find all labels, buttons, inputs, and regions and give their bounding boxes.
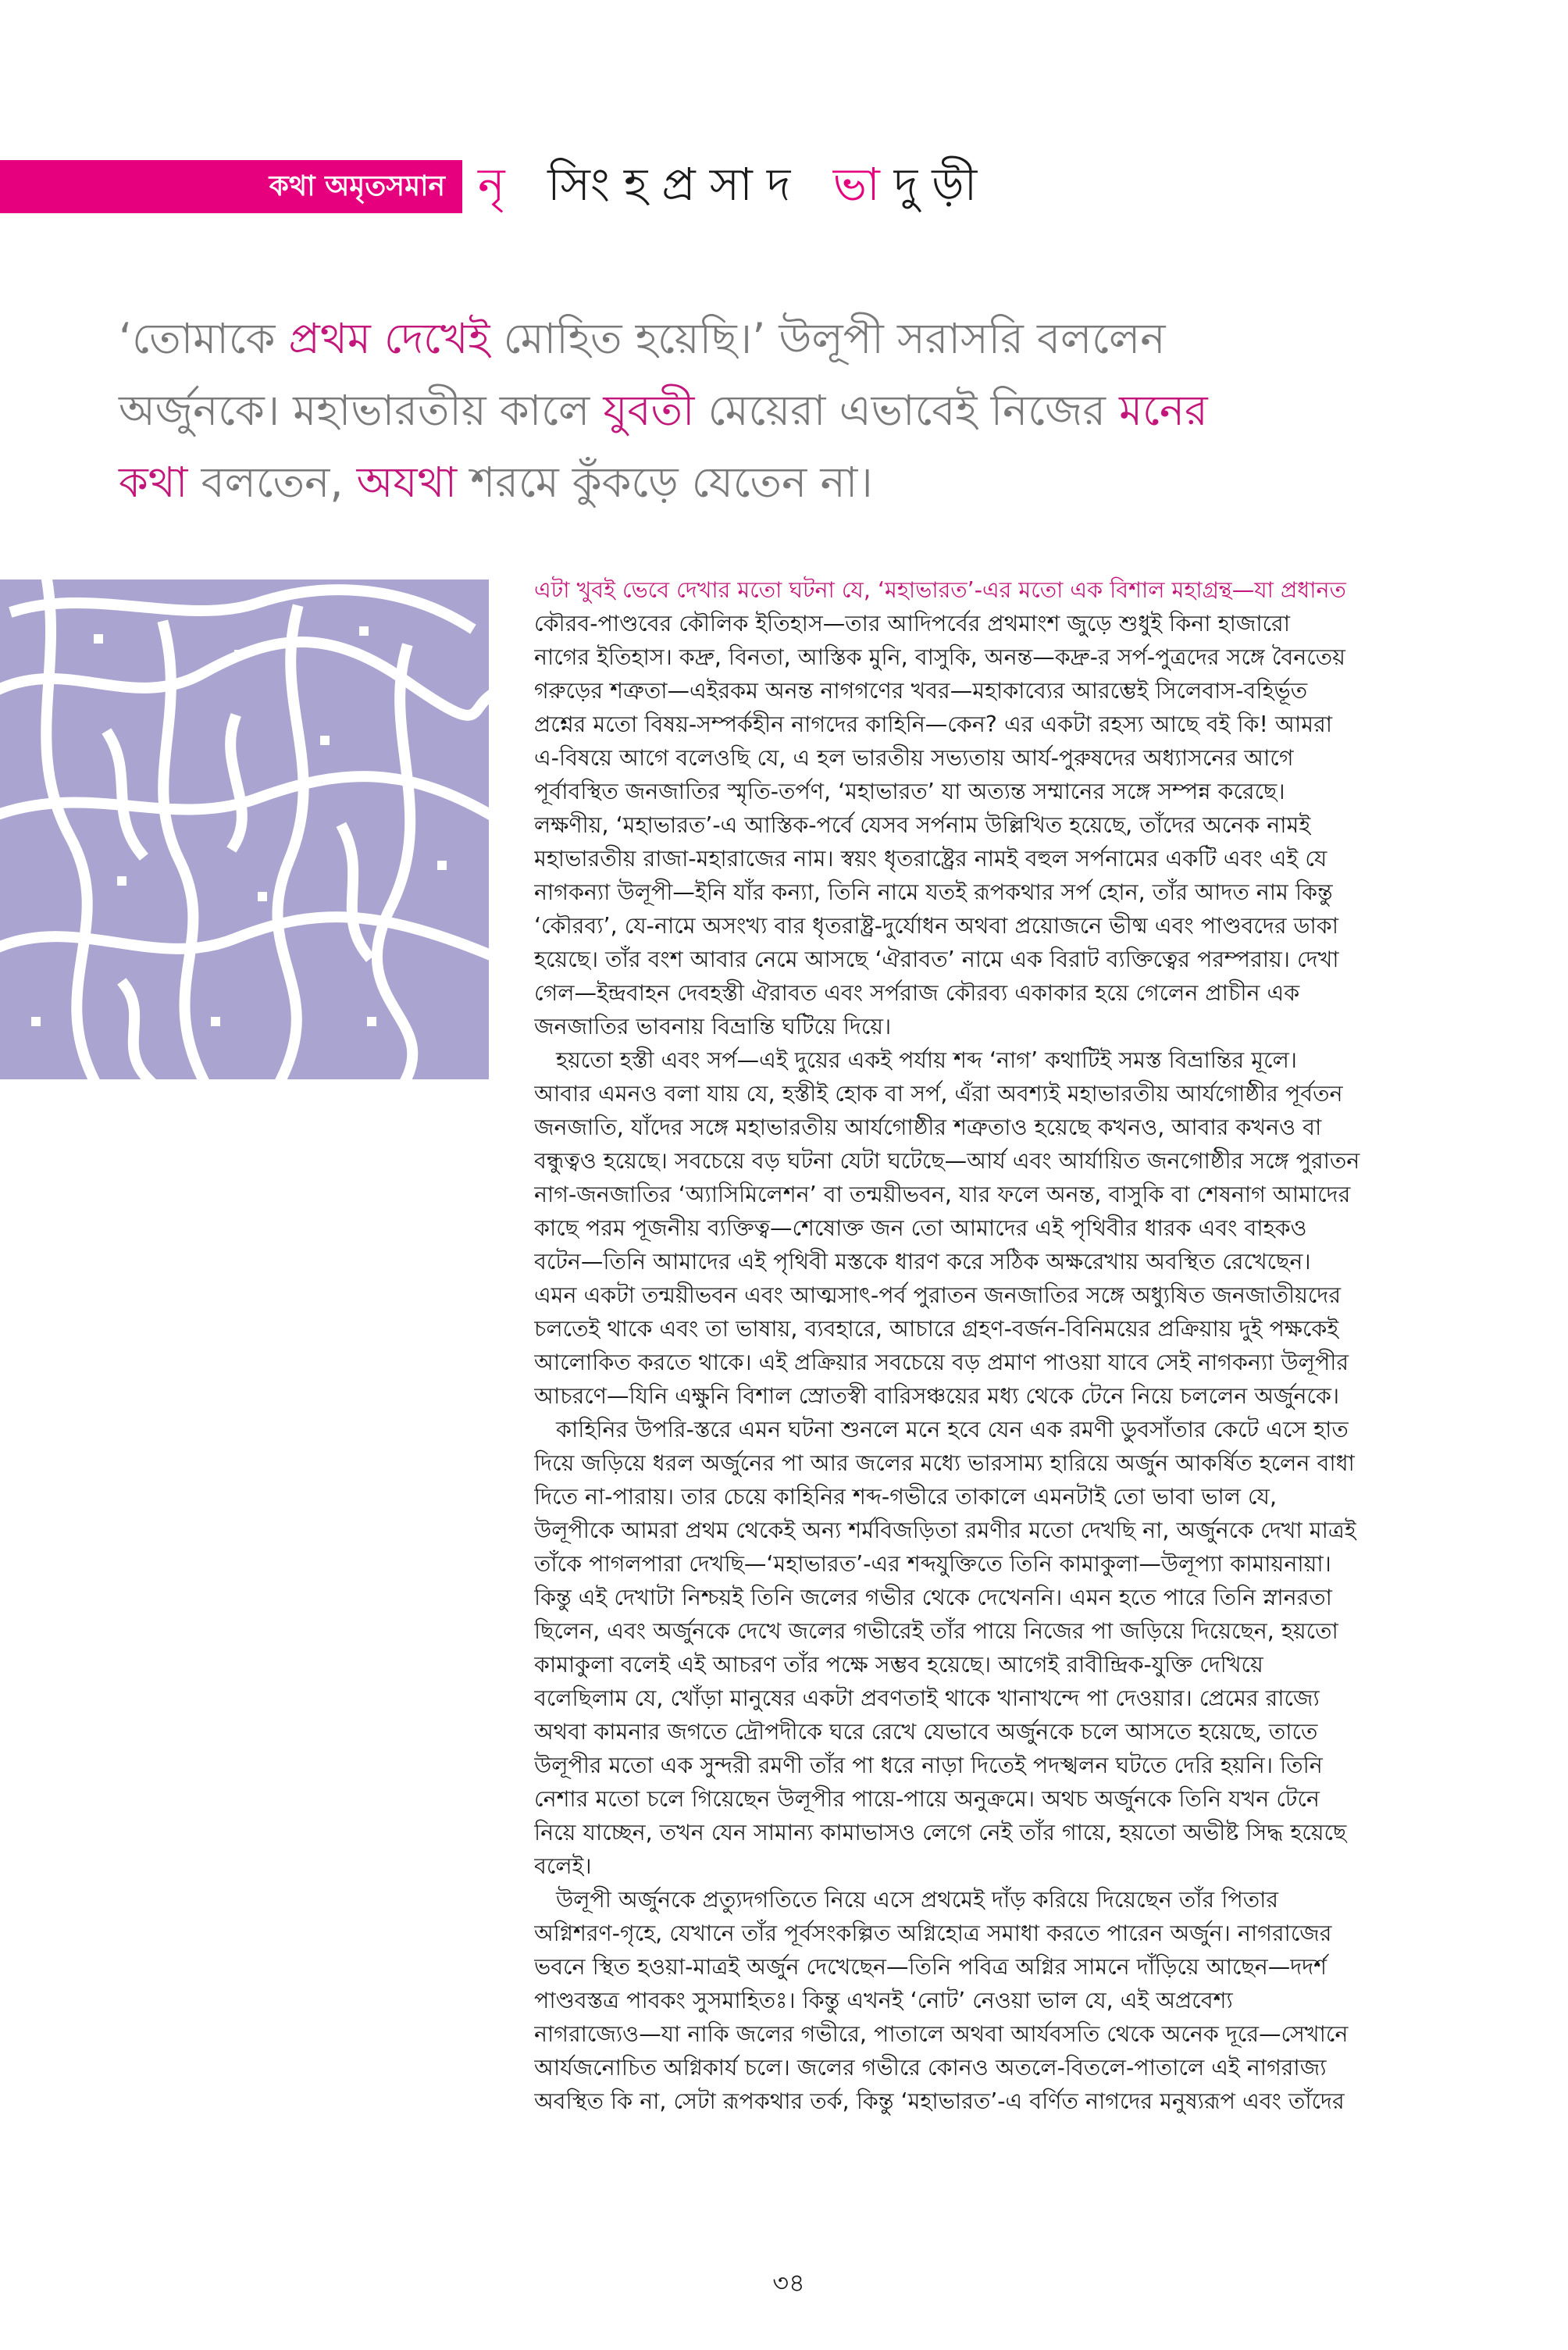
body-line: মহাভারতীয় রাজা-মহারাজের নাম। স্বয়ং ধৃতরাষ্ট্রের নামই বহুল সর্পনামের একটি এবং এই যে bbox=[534, 846, 1327, 872]
page-number: ৩৪ bbox=[772, 2268, 805, 2298]
body-line: ‘কৌরব্য’, যে-নামে অসংখ্য বার ধৃতরাষ্ট্র-দুর্যোধন অথবা প্রয়োজনে ভীষ্ম এবং পাণ্ডবদের ডাকা bbox=[534, 913, 1338, 939]
body-line: কাছে পরম পূজনীয় ব্যক্তিত্ব—শেষোক্ত জন তো আমাদের এই পৃথিবীর ধারক এবং বাহকও bbox=[534, 1215, 1307, 1241]
pull-quote-line bbox=[119, 447, 1415, 519]
body-line: আবার এমনও বলা যায় যে, হস্তীই হোক বা সর্প, এঁরা অবশ্যই মহাভারতীয় আর্যগোষ্ঠীর পূর্বতন bbox=[534, 1081, 1343, 1107]
body-line: নাগকন্যা উলূপী—ইনি যাঁর কন্যা, তিনি নামে যতই রূপকথার সর্প হোন, তাঁর আদত নাম কিন্তু bbox=[534, 879, 1333, 905]
body-line: এটা খুবই ভেবে দেখার মতো ঘটনা যে, ‘মহাভারত’-এর মতো এক বিশাল মহাগ্রন্থ—যা প্রধানত bbox=[534, 577, 1346, 603]
body-line: লক্ষণীয়, ‘মহাভারত’-এ আস্তিক-পর্বে যেসব সর্পনাম উল্লিখিত হয়েছে, তাঁদের অনেক নামই bbox=[534, 812, 1311, 838]
author-name bbox=[478, 153, 991, 216]
pull-quote-highlight: যুবতী bbox=[603, 386, 695, 435]
pull-quote bbox=[119, 303, 1415, 519]
body-line: জনজাতি, যাঁদের সঙ্গে মহাভারতীয় আর্যগোষ্ঠীর শত্রুতাও হয়েছে কখনও, আবার কখনও বা bbox=[534, 1114, 1322, 1140]
body-line: হয়তো হস্তী এবং সর্প—এই দুয়ের একই পর্যায় শব্দ ‘নাগ’ কথাটিই সমস্ত বিভ্রান্তির মূলে। bbox=[556, 1047, 1297, 1073]
body-line: নাগরাজ্যেও—যা নাকি জলের গভীরে, পাতালে অথবা আর্যবসতি থেকে অনেক দূরে—সেখানে bbox=[534, 2021, 1349, 2047]
body-line: নেশার মতো চলে গিয়েছেন উলূপীর পায়ে-পায়ে অনুক্রমে। অথচ অর্জুনকে তিনি যখন টেনে bbox=[534, 1786, 1320, 1812]
body-line: নাগ-জনজাতির ‘অ্যাসিমিলেশন’ বা তন্ময়ীভবন, যার ফলে অনন্ত, বাসুকি বা শেষনাগ আমাদের bbox=[534, 1182, 1351, 1207]
body-line: জনজাতির ভাবনায় বিভ্রান্তি ঘটিয়ে দিয়ে। bbox=[534, 1014, 892, 1039]
body-line: এমন একটা তন্ময়ীভবন এবং আত্মসাৎ-পর্ব পুরাতন জনজাতির সঙ্গে অধ্যুষিত জনজাতীয়দের bbox=[534, 1282, 1342, 1308]
body-line: নিয়ে যাচ্ছেন, তখন যেন সামান্য কামাভাসও লেগে নেই তাঁর গায়ে, হয়তো অভীষ্ট সিদ্ধ হয়েছে bbox=[534, 1820, 1347, 1845]
body-line: আচরণে—যিনি এক্ষুনি বিশাল স্রোতস্বী বারিসঞ্চয়ের মধ্য থেকে টেনে নিয়ে চললেন অর্জুনকে। bbox=[534, 1383, 1340, 1409]
body-line: কাহিনির উপরি-স্তরে এমন ঘটনা শুনলে মনে হবে যেন এক রমণী ডুবসাঁতার কেটে এসে হাত bbox=[556, 1417, 1349, 1442]
author-mid: সিংহপ্রসাদ bbox=[547, 158, 805, 211]
body-line: উলূপীকে আমরা প্রথম থেকেই অন্য শর্মবিজড়িতা রমণীর মতো দেখছি না, অর্জুনকে দেখা মাত্রই bbox=[534, 1517, 1356, 1543]
body-line: নাগের ইতিহাস। কদ্রু, বিনতা, আস্তিক মুনি, বাসুকি, অনন্ত—কদ্রু-র সর্প-পুত্রদের সঙ্গে বৈনতেয় bbox=[534, 644, 1345, 670]
body-line: হয়েছে। তাঁর বংশ আবার নেমে আসছে ‘ঐরাবত’ নামে এক বিরাট ব্যক্তিত্বের পরম্পরায়। দেখা bbox=[534, 947, 1339, 972]
body-line: দিয়ে জড়িয়ে ধরল অর্জুনের পা আর জলের মধ্যে ভারসাম্য হারিয়ে অর্জুন আকর্ষিত হলেন বাধা bbox=[534, 1450, 1355, 1476]
body-line: বন্ধুত্বও হয়েছে। সবচেয়ে বড় ঘটনা যেটা ঘটেছে—আর্য এবং আর্যায়িত জনগোষ্ঠীর সঙ্গে পুরাতন bbox=[534, 1148, 1360, 1174]
pull-quote-text: শরমে কুঁকড়ে যেতেন না। bbox=[457, 458, 873, 507]
author-first-char: নৃ bbox=[478, 158, 519, 211]
article-body bbox=[534, 573, 1432, 2118]
body-line: গরুড়ের শত্রুতা—এইরকম অনন্ত নাগগণের খবর—মহাকাব্যের আরম্ভেই সিলেবাস-বহির্ভূত bbox=[534, 678, 1308, 704]
body-line: আলোকিত করতে থাকে। এই প্রক্রিয়ার সবচেয়ে বড় প্রমাণ পাওয়া যাবে সেই নাগকন্যা উলূপীর bbox=[534, 1350, 1349, 1375]
body-line: গেল—ইন্দ্রবাহন দেবহস্তী ঐরাবত এবং সর্পরাজ কৌরব্য একাকার হয়ে গেলেন প্রাচীন এক bbox=[534, 980, 1300, 1006]
body-line: তাঁকে পাগলপারা দেখছি—‘মহাভারত’-এর শব্দযুক্তিতে তিনি কামাকুলা—উলূপ্যা কামায়নায়া। bbox=[534, 1551, 1331, 1577]
series-label-band bbox=[0, 160, 462, 213]
series-label: কথা অমৃতসমান bbox=[269, 170, 445, 202]
pull-quote-highlight: প্রথম দেখেই bbox=[288, 314, 490, 363]
pull-quote-text: ‘তোমাকে bbox=[119, 314, 289, 363]
body-line: অবস্থিত কি না, সেটা রূপকথার তর্ক, কিন্তু ‘মহাভারত’-এ বর্ণিত নাগদের মনুষ্যরূপ এবং তাঁদের bbox=[534, 2088, 1345, 2114]
body-line: আর্যজনোচিত অগ্নিকার্য চলে। জলের গভীরে কোনও অতলে-বিতলে-পাতালে এই নাগরাজ্য bbox=[534, 2055, 1327, 2081]
body-line: অথবা কামনার জগতে দ্রৌপদীকে ঘরে রেখে যেভাবে অর্জুনকে চলে আসতে হয়েছে, তাতে bbox=[534, 1719, 1318, 1745]
body-line: এ-বিষয়ে আগে বলেওছি যে, এ হল ভারতীয় সভ্যতায় আর্য-পুরুষদের অধ্যাসনের আগে bbox=[534, 745, 1294, 771]
pull-quote-highlight: মনের bbox=[1119, 386, 1208, 435]
pull-quote-highlight: কথা bbox=[119, 458, 188, 507]
pull-quote-text: অর্জুনকে। মহাভারতীয় কালে bbox=[119, 386, 604, 435]
body-line: অগ্নিশরণ-গৃহে, যেখানে তাঁর পূর্বসংকল্পিত অগ্নিহোত্র সমাধা করতে পারেন অর্জুন। নাগরাজের bbox=[534, 1920, 1332, 1946]
body-line: কিন্তু এই দেখাটা নিশ্চয়ই তিনি জলের গভীর থেকে দেখেননি। এমন হতে পারে তিনি স্নানরতা bbox=[534, 1585, 1332, 1610]
pull-quote-highlight: অযথা bbox=[356, 458, 458, 507]
body-line: বলেই। bbox=[534, 1853, 592, 1879]
author-accent: ভা bbox=[832, 158, 894, 211]
pull-quote-line bbox=[119, 303, 1415, 375]
body-line: উলূপীর মতো এক সুন্দরী রমণী তাঁর পা ধরে নাড়া দিতেই পদস্খলন ঘটতে দেরি হয়নি। তিনি bbox=[534, 1753, 1323, 1778]
decorative-art bbox=[0, 579, 489, 1079]
decorative-pattern bbox=[0, 579, 489, 1079]
body-line: বলেছিলাম যে, খোঁড়া মানুষের একটা প্রবণতাই থাকে খানাখন্দে পা দেওয়ার। প্রেমের রাজ্যে bbox=[534, 1685, 1320, 1711]
pull-quote-text: বলতেন, bbox=[187, 458, 357, 507]
body-line: চলতেই থাকে এবং তা ভাষায়, ব্যবহারে, আচারে গ্রহণ-বর্জন-বিনিময়ের প্রক্রিয়ায় দুই পক্ষকেই bbox=[534, 1316, 1339, 1342]
body-line: ছিলেন, এবং অর্জুনকে দেখে জলের গভীরেই তাঁর পায়ে নিজের পা জড়িয়ে দিয়েছেন, হয়তো bbox=[534, 1618, 1338, 1644]
body-line: কামাকুলা বলেই এই আচরণ তাঁর পক্ষে সম্ভব হয়েছে। আগেই রাবীন্দ্রিক-যুক্তি দেখিয়ে bbox=[534, 1652, 1263, 1678]
body-line: প্রশ্নের মতো বিষয়-সম্পর্কহীন নাগদের কাহিনি—কেন? এর একটা রহস্য আছে বই কি! আমরা bbox=[534, 711, 1333, 737]
body-line: উলূপী অর্জুনকে প্রত্যুদগতিতে নিয়ে এসে প্রথমেই দাঁড় করিয়ে দিয়েছেন তাঁর পিতার bbox=[556, 1887, 1279, 1913]
body-line: দিতে না-পারায়। তার চেয়ে কাহিনির শব্দ-গভীরে তাকালে এমনটাই তো ভাবা ভাল যে, bbox=[534, 1484, 1278, 1510]
author-end: দুড়ী bbox=[893, 158, 992, 211]
body-line: পূর্বাবস্থিত জনজাতির স্মৃতি-তর্পণ, ‘মহাভারত’ যা অত্যন্ত সম্মানের সঙ্গে সম্পন্ন করেছে। bbox=[534, 779, 1285, 804]
body-line: পাণ্ডবস্তত্র পাবকং সুসমাহিতঃ। কিন্তু এখনই ‘নোট’ নেওয়া ভাল যে, এই অপ্রবেশ্য bbox=[534, 1988, 1233, 2013]
body-line: কৌরব-পাণ্ডবের কৌলিক ইতিহাস—তার আদিপর্বের প্রথমাংশ জুড়ে শুধুই কিনা হাজারো bbox=[534, 611, 1291, 637]
body-line: ভবনে স্থিত হওয়া-মাত্রই অর্জুন দেখেছেন—তিনি পবিত্র অগ্নির সামনে দাঁড়িয়ে আছেন—দদর্শ bbox=[534, 1954, 1327, 1980]
body-line: বটেন—তিনি আমাদের এই পৃথিবী মস্তকে ধারণ করে সঠিক অক্ষরেখায় অবস্থিত রেখেছেন। bbox=[534, 1249, 1311, 1275]
pull-quote-text: মোহিত হয়েছি।’ উলূপী সরাসরি বললেন bbox=[490, 314, 1166, 363]
pull-quote-text: মেয়েরা এভাবেই নিজের bbox=[694, 386, 1120, 435]
pull-quote-line bbox=[119, 375, 1415, 447]
